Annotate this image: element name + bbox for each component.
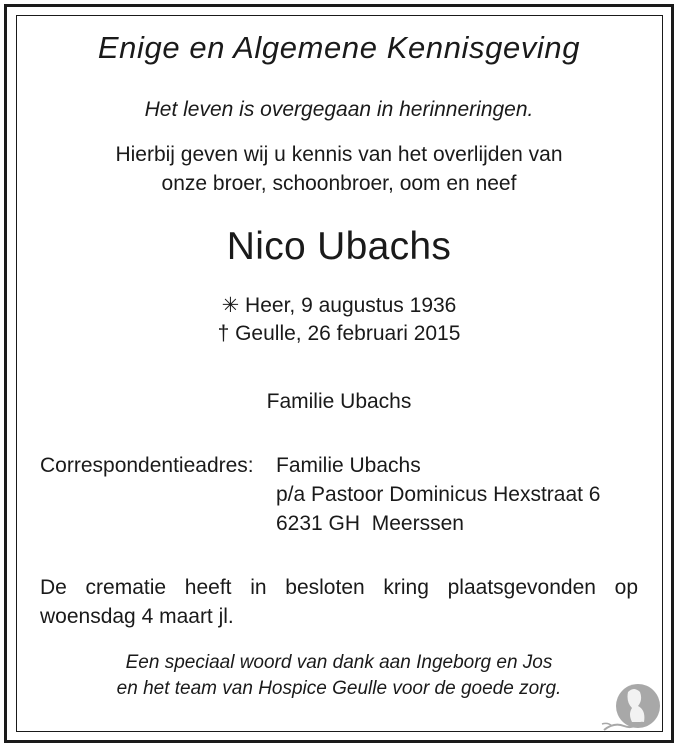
cremation-text: De crematie heeft in besloten kring plaatsgevonden op woensdag 4 maart jl. (40, 576, 638, 628)
intro-line-2: onze broer, schoonbroer, oom en neef (161, 172, 517, 195)
thanks-line-2: en het team van Hospice Geulle voor de goede zorg. (116, 678, 562, 699)
intro-line-1: Hierbij geven wij u kennis van het overlijden van (115, 143, 563, 166)
thanks-line-1: Een speciaal woord van dank aan Ingeborg en Jos (125, 652, 553, 673)
address-label: Correspondentieadres: (40, 454, 254, 477)
deceased-name: Nico Ubachs (226, 225, 452, 268)
address-line-2: p/a Pastoor Dominicus Hexstraat 6 (276, 483, 601, 506)
family-signature: Familie Ubachs (266, 390, 412, 413)
address-line-3: 6231 GH Meerssen (276, 512, 464, 535)
address-line-1: Familie Ubachs (276, 454, 421, 477)
mourning-logo-icon (598, 678, 668, 738)
motto: Het leven is overgegaan in herinneringen. (144, 98, 534, 121)
notice-header: Enige en Algemene Kennisgeving (97, 30, 581, 65)
birth-line: ✳ Heer, 9 augustus 1936 (221, 294, 457, 317)
death-line: † Geulle, 26 februari 2015 (217, 322, 461, 345)
